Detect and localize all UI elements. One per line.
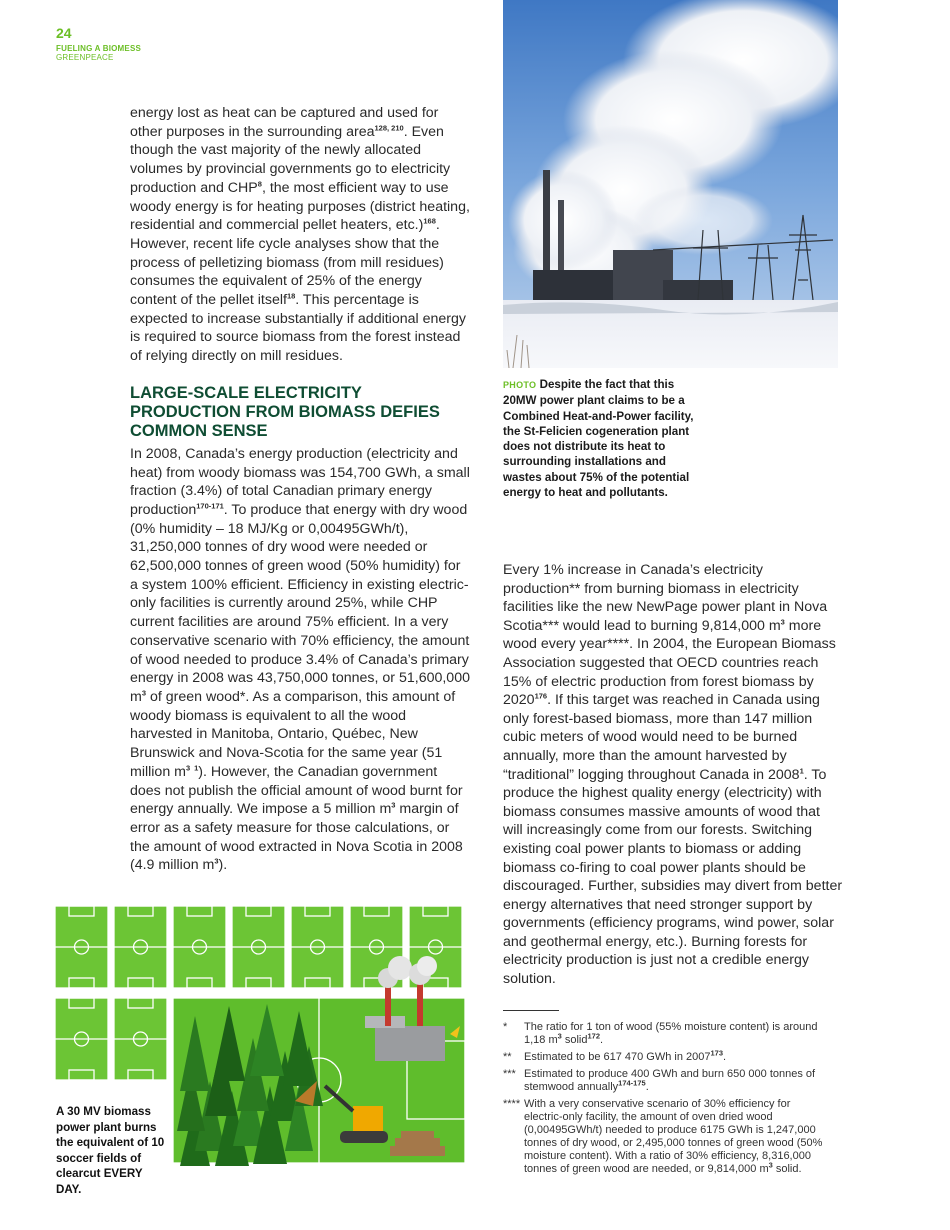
soccer-field bbox=[232, 906, 285, 988]
soccer-field bbox=[114, 998, 167, 1080]
section-heading: LARGE-SCALE ELECTRICITY PRODUCTION FROM BIOMASS DEFIES COMMON SENSE bbox=[130, 383, 440, 440]
footnote-divider bbox=[503, 1010, 559, 1011]
footnote: * The ratio for 1 ton of wood (55% moisture content) is around 1,18 $m^3$ solid$^{172}$. bbox=[503, 1021, 818, 1046]
photo-caption-text: Despite the fact that this 20MW power plant claims to be a Combined Heat-and-Power facility, the St-Felicien cogeneration plant does not distribute its heat to surrounding installations and wastes about 75% of the potential energy to heat and pollutants. bbox=[503, 378, 694, 500]
soccer-field bbox=[114, 906, 167, 988]
page-number: 24 bbox=[56, 25, 72, 41]
footnote: *** Estimated to produce 400 GWh and burn 650 000 tonnes of stemwood annually$^{174-175}$. bbox=[503, 1068, 816, 1093]
photo-tag: PHOTO bbox=[503, 380, 537, 390]
right-column bbox=[503, 561, 843, 989]
footnote: ** Estimated to be 617 470 GWh in 2007$^{173}$. bbox=[503, 1048, 727, 1063]
left-column bbox=[130, 104, 470, 875]
publication-title: FUELING A BIOMESS bbox=[56, 44, 142, 53]
footnotes bbox=[503, 1021, 823, 1180]
body-paragraph: In 2008, Canada’s energy production (electricity and heat) from woody biomass was 154,700 GWh, a small fraction (3.4%) of total Canadian primary energy production$^{170-171}$. To produce that energy with dry wood (0% humidity – 18 MJ/Kg or 0,00495GWh/t), 31,250,000 tonnes of dry wood were needed or 62,500,000 tonnes of green wood (50% humidity) for a system 100% efficient. Efficiency in existing electric-only facilities is currently around 25%, while CHP current facilities are around 75% efficient. In a very conservative scenario with 70% efficiency, the amount of wood needed to produce 3.4% of Canada’s primary energy in 2008 was 43,750,000 tonnes, or 51,600,000 $m^3$ of green wood*. As a comparison, this amount of woody biomass is equivalent to all the wood harvested in Manitoba, Ontario, Québec, New Brunswick and Nova-Scotia for the same year (51 million $m^3$ $^1$). However, the Canadian government does not publish the official amount of wood burnt for energy annually. We impose a 5 million $m^3$ margin of error as a safety measure for those calculations, or the amount of wood extracted in Nova Scotia in 2008 (4.9 million $m^3$). bbox=[130, 445, 470, 874]
soccer-field bbox=[55, 906, 108, 988]
power-plant-photo bbox=[503, 0, 838, 368]
photo-caption bbox=[503, 377, 703, 500]
soccer-field bbox=[291, 906, 344, 988]
right-paragraph: Every 1% increase in Canada’s electricity production** from burning biomass in electricity facilities like the new NewPage power plant in Nova Scotia*** would lead to burning 9,814,000 $m^3$ more wood every year****. In 2004, the European Biomass Association suggested that OECD countries reach 15% of electric production from forest biomass by 2020$^{176}$. If this target was reached in Canada using only forest-based biomass, more than 147 million cubic meters of wood would need to be burned annually, more than the amount harvested by “traditional” logging throughout Canada in 2008$^1$. To produce the highest quality energy (electricity) with biomass consumes massive amounts of wood that will increasingly come from our forests. Switching existing coal power plants to biomass or adding biomass co-firing to coal power plants should be discouraged. Further, subsidies may divert from better energy alternatives that need stronger support by governments (efficiency programs, wind power, solar and geothermal energy, etc.). Burning forests for electricity production is just not a credible energy solution. bbox=[503, 562, 843, 988]
illustration-caption: A 30 MV biomass power plant burns the equivalent of 10 soccer fields of clearcut EVERY DAY. bbox=[56, 1105, 165, 1196]
intro-paragraph: energy lost as heat can be captured and used for other purposes in the surrounding area$^{128, 210}$. Even though the vast majority of the newly allocated volumes by provincial governments go to electricity production and CHP$^8$, the most efficient way to use woody energy is for heating purposes (district heating, residential and commercial pellet heaters, etc.)$^{168}$. However, recent life cycle analyses show that the process of pelletizing biomass (from mill residues) consumes the equivalent of 25% of the energy content of the pellet itself$^{18}$. This percentage is expected to increase substantially if additional energy is required to source biomass from the forest instead of relying directly on mill residues. bbox=[130, 105, 470, 365]
soccer-field bbox=[55, 998, 108, 1080]
footnote: **** With a very conservative scenario of 30% efficiency for electric-only facility, the amount of oven dried wood (0,00495GWh/t) needed to produce 6175 GWh is 1,247,000 tonnes of dry wood, or 2,495,000 tonnes of green wood (50% moisture content). With a ratio of 30% efficiency, 8,316,000 tonnes of green wood are needed, or 9,814,000 $m^3$ solid. bbox=[503, 1098, 823, 1175]
soccer-field bbox=[173, 906, 226, 988]
organization-name: GREENPEACE bbox=[56, 53, 114, 62]
